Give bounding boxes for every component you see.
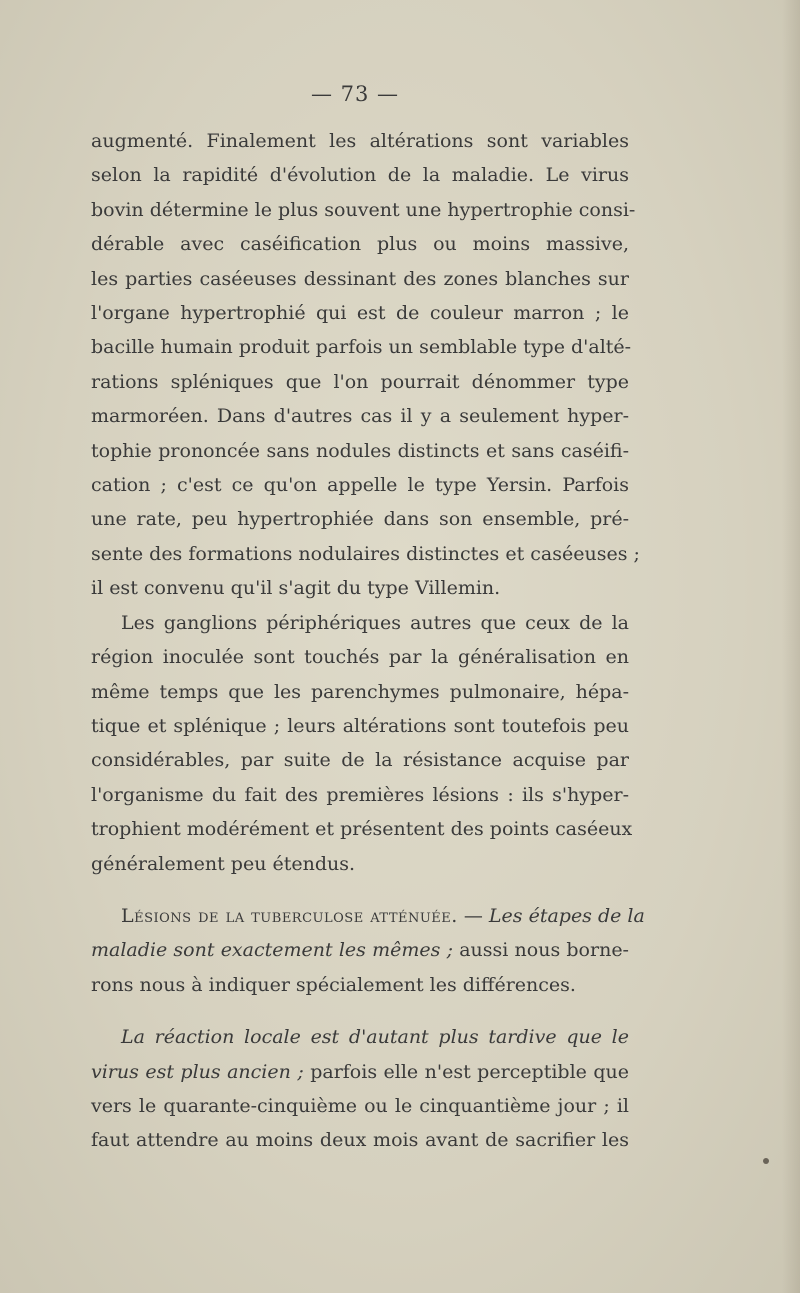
text-line <box>91 933 629 967</box>
section-heading: Lésions de la tuberculose atténuée. <box>121 904 458 927</box>
text-line: rations spléniques que l'on pourrait dénommer type <box>91 370 629 393</box>
text-line: l'organe hypertrophié qui est de couleur marron ; le <box>91 302 629 325</box>
italic-text: maladie sont exactement les mêmes ; <box>91 939 453 962</box>
paragraph-2 <box>91 606 633 881</box>
paragraph-spacer <box>91 881 629 899</box>
text-line: région inoculée sont touchés par la généralisation en <box>91 646 629 669</box>
text-line: La réaction locale est d'autant plus tardive que le <box>121 1026 629 1049</box>
text-line: généralement peu étendus. <box>91 852 356 875</box>
page-number: — 73 — <box>310 82 400 106</box>
italic-text: Les étapes de la <box>488 904 645 927</box>
italic-text: virus est plus ancien ; <box>91 1060 304 1083</box>
text-line: augmenté. Finalement les altérations sont variables <box>91 130 629 152</box>
text-line: sente des formations nodulaires distinctes et caséeuses ; <box>91 542 640 565</box>
text-line: tophie prononcée sans nodules distincts et sans caséifi- <box>91 439 629 462</box>
text-line: rons nous à indiquer spécialement les différences. <box>91 973 576 996</box>
text-line: tique et splénique ; leurs altérations sont toutefois peu <box>91 714 629 737</box>
body-text <box>91 124 645 1158</box>
text-line: l'organisme du fait des premières lésions : ils s'hyper- <box>91 783 629 806</box>
text-span: parfois elle n'est perceptible que <box>310 1060 630 1083</box>
text-line: marmoréen. Dans d'autres cas il y a seulement hyper- <box>91 405 629 428</box>
text-line: bovin détermine le plus souvent une hypertrophie consi- <box>91 198 636 221</box>
text-line <box>91 1055 629 1089</box>
text-line: bacille humain produit parfois un semblable type d'alté- <box>91 336 632 359</box>
text-line: une rate, peu hypertrophiée dans son ensemble, pré- <box>91 508 629 531</box>
text-span: aussi nous borne- <box>459 939 629 962</box>
paragraph-spacer <box>91 1002 629 1020</box>
paragraph-3 <box>91 899 645 1002</box>
text-line: même temps que les parenchymes pulmonaire, hépa- <box>91 680 629 703</box>
paragraph-1 <box>91 124 640 606</box>
text-line: considérables, par suite de la résistance acquise par <box>91 749 629 772</box>
page-edge-shadow <box>782 0 800 1293</box>
text-line: selon la rapidité d'évolution de la maladie. Le virus <box>91 164 629 187</box>
text-line <box>91 899 645 933</box>
em-dash: — <box>463 904 483 927</box>
ink-speck <box>763 1158 769 1164</box>
text-line: cation ; c'est ce qu'on appelle le type Yersin. Parfois <box>91 474 629 497</box>
text-line: Les ganglions périphériques autres que ceux de la <box>121 611 629 634</box>
text-line: il est convenu qu'il s'agit du type Villemin. <box>91 577 501 600</box>
text-line: les parties caséeuses dessinant des zones blanches sur <box>91 267 629 290</box>
text-line: faut attendre au moins deux mois avant de sacrifier les <box>91 1129 629 1152</box>
text-line: dérable avec caséification plus ou moins massive, <box>91 233 629 256</box>
paragraph-4 <box>91 1020 629 1158</box>
text-line: trophient modérément et présentent des points caséeux <box>91 818 633 841</box>
text-line: vers le quarante-cinquième ou le cinquantième jour ; il <box>91 1094 629 1117</box>
